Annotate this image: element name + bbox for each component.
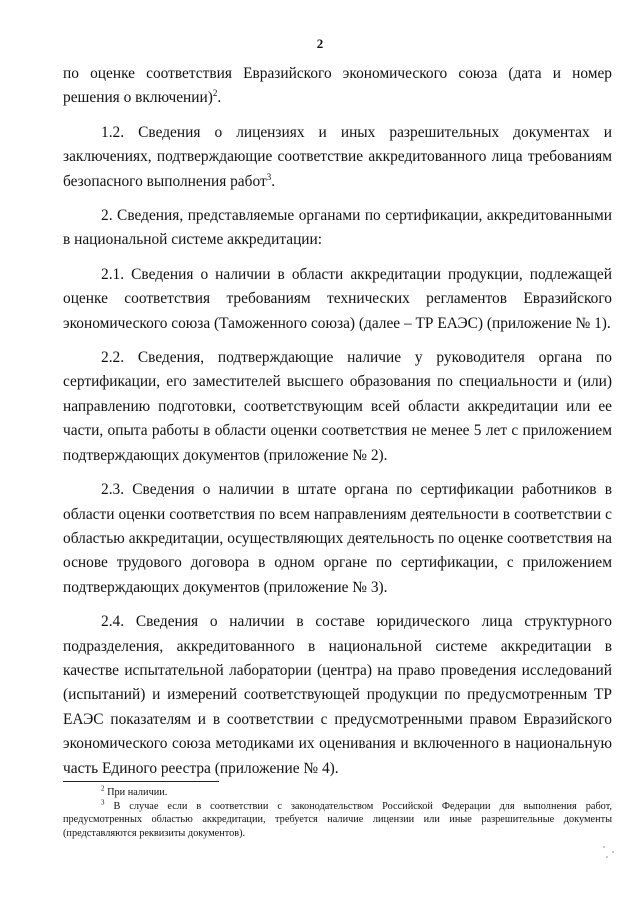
paragraph-text: 2.3. Сведения о наличии в штате органа по сертификации работников в области оценки соответствия по всем направлениям деятельности в соответствии с областью аккредитации, осуществляющих деятельность по оценке соответствия на основе трудового договора в одном органе по сертификации, с приложением подтверждающих документов (приложение № 3). bbox=[63, 481, 612, 596]
footnote-mark: 3 bbox=[101, 798, 105, 807]
paragraph-2-2 bbox=[63, 346, 612, 468]
scan-speck bbox=[606, 856, 608, 858]
paragraph-text: 2. Сведения, представляемые органами по сертификации, аккредитованными в национальной системе аккредитации: bbox=[63, 207, 612, 249]
paragraph-2-4 bbox=[63, 610, 612, 781]
footnote-ref: 2 bbox=[212, 88, 218, 99]
paragraph-tail: . bbox=[271, 172, 276, 190]
paragraph-2-3 bbox=[63, 478, 612, 600]
footnote-text: В случае если в соответствии с законодательством Российской Федерации для выполнения работ, предусмотренных областью аккредитации, требуется наличие лицензии или иные разрешительные документы (представляются реквизиты документов). bbox=[63, 800, 612, 839]
paragraph-text: по оценке соответствия Евразийского экономического союза (дата и номер решения о включении) bbox=[63, 65, 612, 107]
footnote-mark: 2 bbox=[101, 784, 105, 793]
scan-speck bbox=[603, 846, 605, 848]
footnote-separator bbox=[63, 781, 219, 782]
paragraph-text: 2.4. Сведения о наличии в составе юридического лица структурного подразделения, аккредитованного в национальной системе аккредитации в качестве испытательной лаборатории (центра) на право проведения исследований (испытаний) и измерений соответствующей продукции по предусмотренным ТР ЕАЭС показателям и в соответствии с предусмотренными правом Евразийского экономического союза методиками их оценивания и включенного в национальную часть Единого реестра (приложение № 4). bbox=[63, 613, 612, 777]
document-body bbox=[63, 62, 612, 791]
scan-speck bbox=[612, 851, 614, 853]
paragraph-text: 2.1. Сведения о наличии в области аккредитации продукции, подлежащей оценке соответствия требованиям технических регламентов Евразийского экономического союза (Таможенного союза) (далее – ТР ЕАЭС) (приложение № 1). bbox=[63, 265, 612, 332]
paragraph-continuation bbox=[63, 62, 612, 111]
footnote-3 bbox=[63, 800, 612, 841]
footnote-2 bbox=[63, 786, 612, 800]
footnote-text: При наличии. bbox=[107, 787, 168, 798]
footnote-ref: 3 bbox=[266, 171, 272, 182]
footnotes bbox=[63, 786, 612, 840]
paragraph-2 bbox=[63, 204, 612, 253]
paragraph-2-1 bbox=[63, 263, 612, 336]
paragraph-tail: . bbox=[217, 89, 222, 107]
paragraph-text: 1.2. Сведения о лицензиях и иных разрешительных документах и заключениях, подтверждающие соответствие аккредитованного лица требованиям безопасного выполнения работ bbox=[63, 123, 612, 190]
paragraph-text: 2.2. Сведения, подтверждающие наличие у руководителя органа по сертификации, его заместителей высшего образования по специальности и (или) направлению подготовки, соответствующим всей области аккредитации или ее части, опыта работы в области оценки соответствия не менее 5 лет с приложением подтверждающих документов (приложение № 2). bbox=[63, 349, 612, 464]
paragraph-1-2 bbox=[63, 121, 612, 194]
page-number: 2 bbox=[316, 36, 324, 51]
